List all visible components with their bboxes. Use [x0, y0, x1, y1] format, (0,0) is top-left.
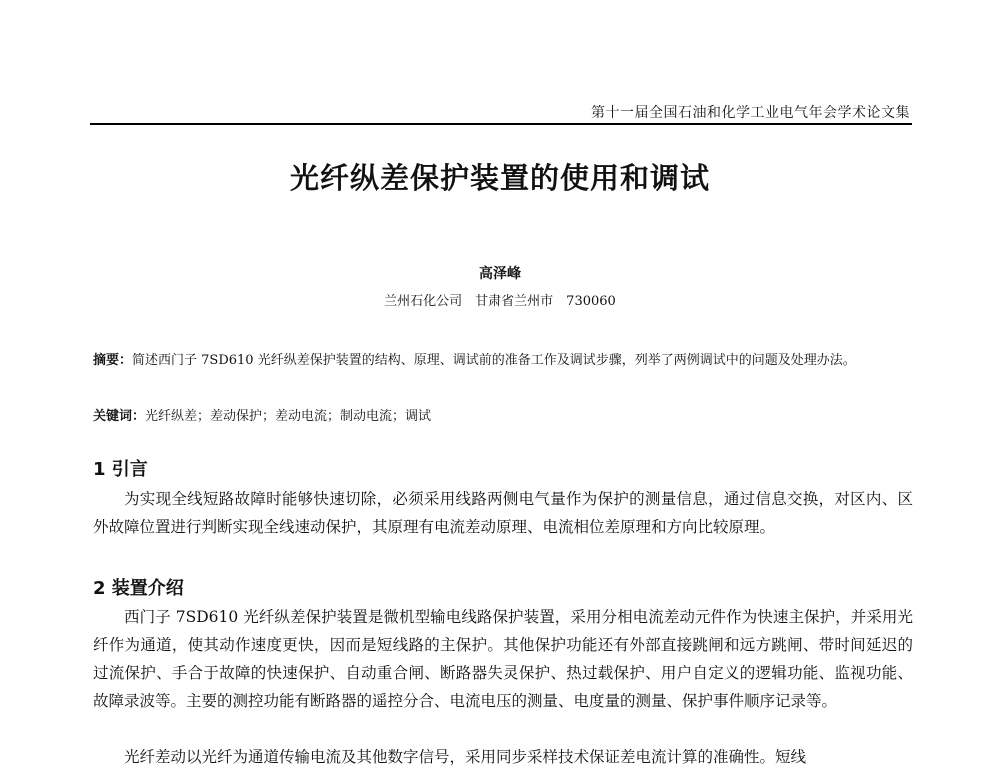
- header-rule: [90, 123, 912, 125]
- author-affiliation: 兰州石化公司 甘肃省兰州市 730060: [384, 294, 616, 309]
- abstract-text: 简述西门子 7SD610 光纤纵差保护装置的结构、原理、调试前的准备工作及调试步骤，列举了两例调试中的问题及处理办法。: [132, 353, 856, 368]
- author-name: 高泽峰: [479, 266, 521, 282]
- abstract: [93, 348, 913, 374]
- keywords-label: 关键词：: [93, 409, 146, 424]
- section-heading-introduction: 1 引言: [93, 459, 148, 480]
- paragraph-device-2: 光纤差动以光纤为通道传输电流及其他数字信号，采用同步采样技术保证差电流计算的准确性。短线: [124, 748, 807, 766]
- article-title: 光纤纵差保护装置的使用和调试: [289, 161, 710, 195]
- abstract-label: 摘要：: [93, 353, 133, 368]
- keywords-text: 光纤纵差；差动保护；差动电流；制动电流；调试: [145, 409, 432, 424]
- keywords: [93, 404, 913, 430]
- running-header: 第十一届全国石油和化学工业电气年会学术论文集: [591, 105, 910, 121]
- paragraph-device-1: 西门子 7SD610 光纤纵差保护装置是微机型输电线路保护装置，采用分相电流差动元件作为快速主保护，并采用光纤作为通道，使其动作速度更快，因而是短线路的主保护。其他保护功能还有外部直接跳闸和远方跳闸、带时间延迟的过流保护、手合于故障的快速保护、自动重合闸、断路器失灵保护、热过载保护、用户自定义的逻辑功能、监视功能、故障录波等。主要的测控功能有断路器的遥控分合、电流电压的测量、电度量的测量、保护事件顺序记录等。: [93, 608, 913, 710]
- section-heading-device: 2 装置介绍: [93, 578, 184, 599]
- paragraph-introduction: 为实现全线短路故障时能够快速切除，必须采用线路两侧电气量作为保护的测量信息，通过信息交换，对区内、区外故障位置进行判断实现全线速动保护，其原理有电流差动原理、电流相位差原理和方向比较原理。: [93, 490, 913, 536]
